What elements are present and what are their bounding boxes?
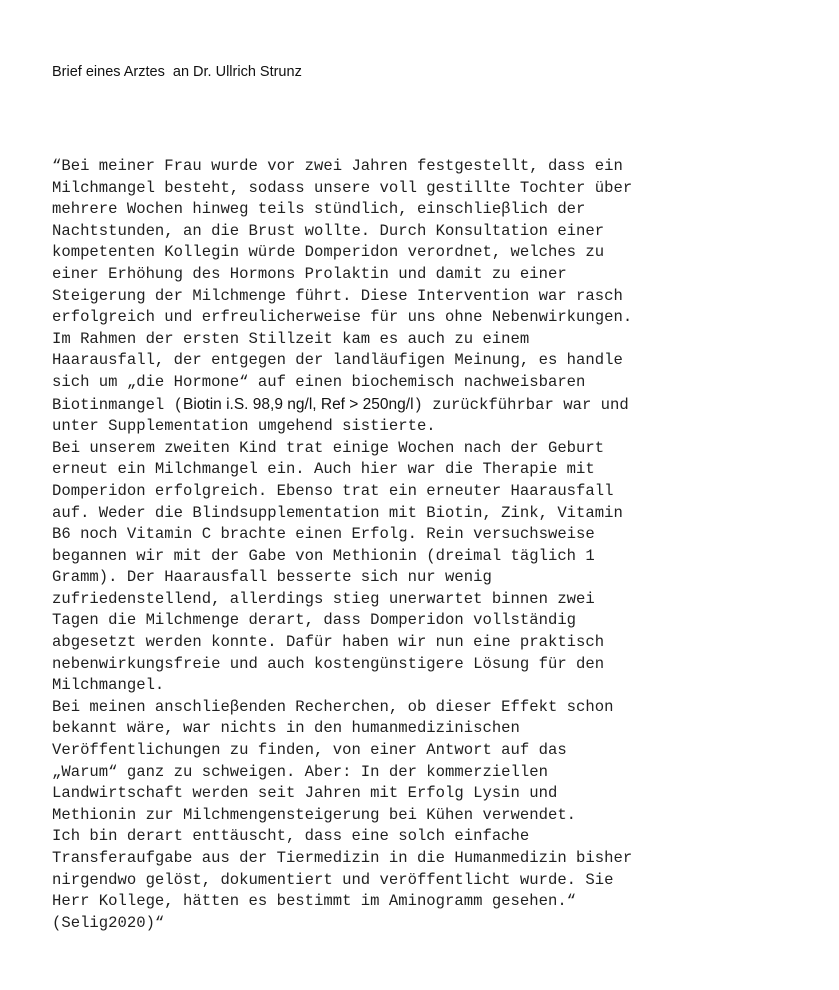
letter-line: erneut ein Milchmangel ein. Auch hier war die Therapie mit (52, 460, 595, 479)
letter-line: zufriedenstellend, allerdings stieg unerwartet binnen zwei (52, 589, 595, 608)
letter-line: auf. Weder die Blindsupplementation mit Biotin, Zink, Vitamin (52, 503, 623, 522)
letter-line: Haarausfall, der entgegen der landläufigen Meinung, es handle (52, 351, 623, 370)
biotin-lab-value: Biotin i.S. 98,9 ng/l, Ref > 250ng/l (183, 395, 414, 413)
letter-line: sich um „die Hormone“ auf einen biochemisch nachweisbaren (52, 372, 586, 391)
letter-line: Landwirtschaft werden seit Jahren mit Erfolg Lysin und (52, 784, 558, 803)
biotin-line-before: Biotinmangel ( (52, 395, 184, 414)
letter-line: “Bei meiner Frau wurde vor zwei Jahren festgestellt, dass ein (52, 157, 623, 175)
letter-line: „Warum“ ganz zu schweigen. Aber: In der kommerziellen (52, 762, 548, 781)
letter-line: nirgendwo gelöst, dokumentiert und veröffentlicht wurde. Sie (52, 870, 614, 889)
letter-body (52, 156, 832, 934)
letter-line: unter Supplementation umgehend sistierte. (52, 417, 436, 436)
letter-line: Methionin zur Milchmengensteigerung bei Kühen verwendet. (52, 805, 577, 824)
letter-line: Milchmangel besteht, sodass unsere voll gestillte Tochter über (52, 178, 633, 197)
letter-line: Bei unserem zweiten Kind trat einige Wochen nach der Geburt (52, 438, 605, 457)
page-heading: Brief eines Arztes an Dr. Ullrich Strunz (52, 64, 302, 80)
letter-line: Bei meinen anschlieβenden Recherchen, ob dieser Effekt schon (52, 697, 614, 716)
letter-line: erfolgreich und erfreulicherweise für uns ohne Nebenwirkungen. (52, 308, 633, 327)
letter-line: Nachtstunden, an die Brust wollte. Durch Konsultation einer (52, 221, 605, 240)
letter-line: Transferaufgabe aus der Tiermedizin in die Humanmedizin bisher (52, 849, 633, 867)
biotin-line-after: ) zurückführbar war und (413, 395, 629, 414)
letter-line: begannen wir mit der Gabe von Methionin (dreimal täglich 1 (52, 546, 595, 565)
letter-line: Steigerung der Milchmenge führt. Diese Intervention war rasch (52, 286, 623, 305)
letter-line: (Selig2020)“ (52, 913, 165, 932)
letter-line: mehrere Wochen hinweg teils stündlich, einschlieβlich der (52, 200, 586, 219)
biotin-line (52, 394, 832, 417)
letter-line: abgesetzt werden konnte. Dafür haben wir nun eine praktisch (52, 633, 605, 652)
letter-line: Domperidon erfolgreich. Ebenso trat ein erneuter Haarausfall (52, 481, 614, 500)
letter-line: kompetenten Kollegin würde Domperidon verordnet, welches zu (52, 243, 605, 262)
letter-line: nebenwirkungsfreie und auch kostengünstigere Lösung für den (52, 654, 605, 673)
letter-line: Tagen die Milchmenge derart, dass Domperidon vollständig (52, 611, 577, 630)
letter-line: Im Rahmen der ersten Stillzeit kam es auch zu einem (52, 329, 530, 348)
letter-line: Herr Kollege, hätten es bestimmt im Aminogramm gesehen.“ (52, 892, 577, 911)
letter-line: Veröffentlichungen zu finden, von einer Antwort auf das (52, 741, 567, 760)
letter-line: einer Erhöhung des Hormons Prolaktin und damit zu einer (52, 264, 567, 283)
letter-line: Gramm). Der Haarausfall besserte sich nur wenig (52, 568, 492, 587)
letter-line: B6 noch Vitamin C brachte einen Erfolg. Rein versuchsweise (52, 525, 595, 544)
letter-line: Milchmangel. (52, 676, 165, 695)
letter-line: Ich bin derart enttäuscht, dass eine solch einfache (52, 827, 530, 846)
letter-line: bekannt wäre, war nichts in den humanmedizinischen (52, 719, 520, 738)
